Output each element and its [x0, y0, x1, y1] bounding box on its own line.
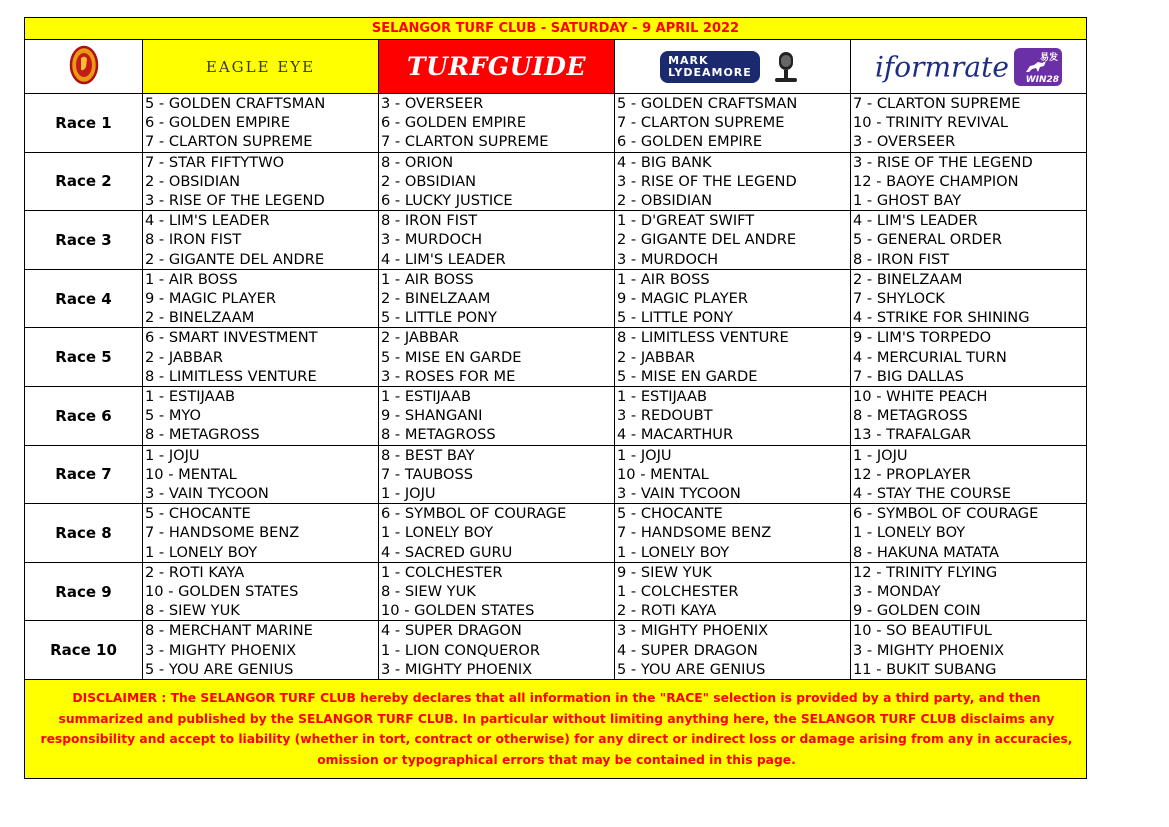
horse-pick: 4 - SACRED GURU: [381, 543, 513, 561]
horse-pick: 7 - STAR FIFTYTWO: [145, 153, 285, 171]
horse-pick: 12 - TRINITY FLYING: [853, 563, 998, 581]
horse-pick: 6 - SYMBOL OF COURAGE: [853, 505, 1039, 523]
tipster-picks-cell: [379, 562, 615, 621]
horse-pick: 10 - MENTAL: [145, 465, 237, 483]
horse-pick: 1 - ESTIJAAB: [145, 388, 235, 406]
horse-pick: 9 - MAGIC PLAYER: [617, 290, 748, 308]
horse-pick: 7 - CLARTON SUPREME: [145, 133, 313, 151]
horse-pick: 7 - HANDSOME BENZ: [145, 524, 300, 542]
tipster-picks-cell: [615, 445, 851, 504]
win28-badge-top: 易发: [1040, 52, 1059, 63]
horse-pick: 6 - SMART INVESTMENT: [145, 329, 318, 347]
tipster-picks-cell: [379, 269, 615, 328]
horse-pick: 3 - MIGHTY PHOENIX: [617, 622, 769, 640]
tipster-picks-cell: [615, 211, 851, 270]
horse-pick: 3 - RISE OF THE LEGEND: [617, 172, 797, 190]
horse-pick: 9 - GOLDEN COIN: [853, 602, 981, 620]
tipster-picks-cell: [851, 621, 1087, 680]
tipster-picks-cell: [615, 94, 851, 153]
tipster-picks-cell: [143, 562, 379, 621]
horse-pick: 1 - LONELY BOY: [381, 524, 494, 542]
tipster-picks-cell: [851, 445, 1087, 504]
horse-pick: 1 - LONELY BOY: [617, 543, 730, 561]
horse-pick: 5 - MISE EN GARDE: [381, 348, 522, 366]
horse-pick: 2 - JABBAR: [617, 348, 696, 366]
horse-pick: 4 - MERCURIAL TURN: [853, 348, 1007, 366]
horse-pick: 4 - SUPER DRAGON: [381, 622, 522, 640]
horse-pick: 7 - BIG DALLAS: [853, 367, 964, 385]
horse-pick: 13 - TRAFALGAR: [853, 426, 972, 444]
tipster-picks-cell: [851, 269, 1087, 328]
club-logo: [25, 40, 143, 94]
tipster-picks-cell: [615, 269, 851, 328]
horse-pick: 1 - LONELY BOY: [145, 543, 258, 561]
horse-pick: 4 - LIM'S LEADER: [853, 212, 978, 230]
horse-pick: 5 - MYO: [145, 407, 202, 425]
tipster-picks-cell: [379, 328, 615, 387]
horse-pick: 8 - ORION: [381, 153, 454, 171]
horse-pick: 5 - CHOCANTE: [145, 505, 251, 523]
tipster-picks-cell: [615, 504, 851, 563]
horse-pick: 7 - TAUBOSS: [381, 465, 474, 483]
tipster-picks-cell: [143, 328, 379, 387]
tipster-picks-cell: [143, 445, 379, 504]
disclaimer-text: DISCLAIMER : The SELANGOR TURF CLUB hereby declares that all information in the "RACE" selection is provided by a third party, and then summarized and published by the SELANGOR TURF CLUB. In particular without limiting anything here, the SELANGOR TURF CLUB disclaims any responsibility and accept to liability (whether in tort, contract or otherwise) for any direct or indirect loss or damage arising from any in accuracies, omission or typographical errors that may be contained in this page.: [25, 680, 1087, 779]
tips-table: [24, 17, 1087, 779]
horse-pick: 3 - MIGHTY PHOENIX: [145, 641, 297, 659]
horse-pick: 1 - JOJU: [145, 446, 200, 464]
horse-pick: 5 - CHOCANTE: [617, 505, 723, 523]
horse-pick: 7 - SHYLOCK: [853, 290, 945, 308]
tipster-picks-cell: [615, 621, 851, 680]
tipster-picks-cell: [143, 504, 379, 563]
race-label: Race 5: [25, 328, 143, 387]
horse-pick: 7 - CLARTON SUPREME: [853, 95, 1021, 112]
tipster-picks-cell: [851, 562, 1087, 621]
horse-pick: 4 - STAY THE COURSE: [853, 485, 1012, 503]
tipster-picks-cell: [851, 504, 1087, 563]
horse-icon: [1024, 60, 1048, 74]
horse-pick: 8 - METAGROSS: [853, 407, 968, 425]
horse-pick: 8 - IRON FIST: [145, 231, 242, 249]
horse-pick: 2 - GIGANTE DEL ANDRE: [145, 250, 325, 268]
horse-pick: 12 - BAOYE CHAMPION: [853, 172, 1019, 190]
horse-pick: 4 - SUPER DRAGON: [617, 641, 758, 659]
horse-pick: 10 - TRINITY REVIVAL: [853, 114, 1008, 132]
horse-pick: 1 - ESTIJAAB: [617, 388, 707, 406]
race-row: [25, 445, 1087, 504]
horse-pick: 12 - PROPLAYER: [853, 465, 971, 483]
horse-pick: 7 - CLARTON SUPREME: [617, 114, 785, 132]
tipster-picks-cell: [379, 211, 615, 270]
race-label: Race 3: [25, 211, 143, 270]
tipster-picks-cell: [851, 152, 1087, 211]
mark-lydeamore-logo: [615, 40, 851, 94]
horse-pick: 2 - ROTI KAYA: [617, 602, 717, 620]
iformrate-wordmark: iformrate: [874, 50, 1009, 83]
tipster-picks-cell: [143, 152, 379, 211]
horse-pick: 1 - ESTIJAAB: [381, 388, 471, 406]
race-label: Race 1: [25, 94, 143, 153]
horse-pick: 5 - YOU ARE GENIUS: [617, 660, 766, 678]
horse-pick: 1 - AIR BOSS: [145, 270, 238, 288]
mark-lydeamore-badge: [660, 51, 760, 83]
tipster-picks-cell: [851, 328, 1087, 387]
horse-pick: 3 - VAIN TYCOON: [145, 485, 269, 503]
horse-pick: 10 - SO BEAUTIFUL: [853, 622, 992, 640]
eagle-eye-wordmark: EAGLE EYE: [205, 58, 316, 76]
horse-pick: 3 - MURDOCH: [381, 231, 483, 249]
horse-pick: 5 - GENERAL ORDER: [853, 231, 1003, 249]
horse-pick: 6 - GOLDEN EMPIRE: [381, 114, 527, 132]
horse-pick: 3 - MIGHTY PHOENIX: [381, 660, 533, 678]
tipster-picks-cell: [851, 211, 1087, 270]
race-row: [25, 94, 1087, 153]
race-label: Race 6: [25, 387, 143, 446]
horse-pick: 9 - SHANGANI: [381, 407, 483, 425]
horse-pick: 7 - CLARTON SUPREME: [381, 133, 549, 151]
horse-pick: 7 - HANDSOME BENZ: [617, 524, 772, 542]
tipster-picks-cell: [143, 211, 379, 270]
race-label: Race 7: [25, 445, 143, 504]
horse-pick: 4 - LIM'S LEADER: [381, 250, 506, 268]
horse-pick: 5 - MISE EN GARDE: [617, 367, 758, 385]
race-row: [25, 269, 1087, 328]
race-label: Race 10: [25, 621, 143, 680]
horse-pick: 6 - GOLDEN EMPIRE: [145, 114, 291, 132]
race-row: [25, 562, 1087, 621]
horse-pick: 6 - GOLDEN EMPIRE: [617, 133, 763, 151]
horse-pick: 6 - SYMBOL OF COURAGE: [381, 505, 567, 523]
race-row: [25, 504, 1087, 563]
horse-pick: 3 - MURDOCH: [617, 250, 719, 268]
tipster-picks-cell: [379, 94, 615, 153]
microphone-icon: [765, 50, 805, 84]
horse-pick: 1 - LONELY BOY: [853, 524, 966, 542]
tipster-picks-cell: [615, 152, 851, 211]
horse-pick: 10 - GOLDEN STATES: [381, 602, 535, 620]
horse-pick: 10 - GOLDEN STATES: [145, 583, 299, 601]
race-row: [25, 328, 1087, 387]
race-row: [25, 621, 1087, 680]
tipster-picks-cell: [143, 94, 379, 153]
horse-pick: 2 - GIGANTE DEL ANDRE: [617, 231, 797, 249]
horse-pick: 4 - BIG BANK: [617, 153, 712, 171]
horse-pick: 5 - YOU ARE GENIUS: [145, 660, 294, 678]
horse-pick: 1 - LION CONQUEROR: [381, 641, 541, 659]
turfguide-wordmark: TURFGUIDE: [406, 52, 586, 81]
tipster-picks-cell: [379, 152, 615, 211]
horse-pick: 8 - SIEW YUK: [381, 583, 476, 601]
horse-pick: 2 - ROTI KAYA: [145, 563, 245, 581]
horse-pick: 3 - VAIN TYCOON: [617, 485, 741, 503]
horse-pick: 11 - BUKIT SUBANG: [853, 660, 997, 678]
tipster-picks-cell: [851, 387, 1087, 446]
horse-pick: 3 - MIGHTY PHOENIX: [853, 641, 1005, 659]
horse-pick: 1 - D'GREAT SWIFT: [617, 212, 755, 230]
horse-pick: 4 - MACARTHUR: [617, 426, 734, 444]
horse-pick: 9 - SIEW YUK: [617, 563, 712, 581]
horse-pick: 2 - BINELZAAM: [381, 290, 491, 308]
horse-pick: 2 - OBSIDIAN: [145, 172, 241, 190]
horse-pick: 4 - LIM'S LEADER: [145, 212, 270, 230]
horse-pick: 9 - LIM'S TORPEDO: [853, 329, 992, 347]
horse-pick: 8 - LIMITLESS VENTURE: [145, 367, 317, 385]
horse-pick: 8 - MERCHANT MARINE: [145, 622, 313, 640]
tipster-picks-cell: [143, 387, 379, 446]
horse-pick: 3 - ROSES FOR ME: [381, 367, 516, 385]
race-row: [25, 387, 1087, 446]
horse-pick: 3 - RISE OF THE LEGEND: [853, 153, 1033, 171]
tipster-picks-cell: [615, 562, 851, 621]
horse-pick: 5 - GOLDEN CRAFTSMAN: [145, 95, 326, 112]
tipster-picks-cell: [379, 387, 615, 446]
win28-badge: [1014, 48, 1062, 86]
horse-pick: 2 - OBSIDIAN: [617, 192, 713, 210]
horse-pick: 3 - RISE OF THE LEGEND: [145, 192, 325, 210]
club-crest-icon: [69, 45, 99, 85]
horse-pick: 1 - COLCHESTER: [381, 563, 503, 581]
disclaimer-row: [25, 680, 1087, 779]
turfguide-logo: [379, 40, 615, 94]
tipster-picks-cell: [379, 504, 615, 563]
horse-pick: 2 - BINELZAAM: [145, 309, 255, 327]
tipster-picks-cell: [615, 328, 851, 387]
horse-pick: 8 - IRON FIST: [853, 250, 950, 268]
horse-pick: 2 - JABBAR: [381, 329, 460, 347]
horse-pick: 5 - GOLDEN CRAFTSMAN: [617, 95, 798, 112]
horse-pick: 10 - WHITE PEACH: [853, 388, 988, 406]
race-row: [25, 152, 1087, 211]
eagle-eye-logo: [143, 40, 379, 94]
tipster-picks-cell: [615, 387, 851, 446]
tipster-logo-row: [25, 40, 1087, 94]
iformrate-logo: [851, 40, 1087, 94]
mark-line1: MARK: [668, 53, 709, 67]
horse-pick: 3 - OVERSEER: [853, 133, 956, 151]
horse-pick: 1 - JOJU: [617, 446, 672, 464]
horse-pick: 1 - COLCHESTER: [617, 583, 739, 601]
horse-pick: 9 - MAGIC PLAYER: [145, 290, 276, 308]
horse-pick: 3 - REDOUBT: [617, 407, 713, 425]
horse-pick: 10 - MENTAL: [617, 465, 709, 483]
horse-pick: 8 - IRON FIST: [381, 212, 478, 230]
horse-pick: 5 - LITTLE PONY: [381, 309, 497, 327]
win28-badge-bottom: WIN28: [1025, 74, 1060, 85]
horse-pick: 4 - STRIKE FOR SHINING: [853, 309, 1030, 327]
race-label: Race 8: [25, 504, 143, 563]
tipster-picks-cell: [851, 94, 1087, 153]
horse-pick: 3 - OVERSEER: [381, 95, 484, 112]
title-row: [25, 18, 1087, 40]
horse-pick: 2 - JABBAR: [145, 348, 224, 366]
horse-pick: 8 - LIMITLESS VENTURE: [617, 329, 789, 347]
horse-pick: 5 - LITTLE PONY: [617, 309, 733, 327]
race-row: [25, 211, 1087, 270]
horse-pick: 8 - METAGROSS: [381, 426, 496, 444]
tipster-picks-cell: [143, 269, 379, 328]
horse-pick: 8 - SIEW YUK: [145, 602, 240, 620]
horse-pick: 2 - BINELZAAM: [853, 270, 963, 288]
horse-pick: 2 - OBSIDIAN: [381, 172, 477, 190]
horse-pick: 8 - BEST BAY: [381, 446, 475, 464]
tipster-picks-cell: [379, 445, 615, 504]
horse-pick: 1 - GHOST BAY: [853, 192, 962, 210]
horse-pick: 1 - AIR BOSS: [617, 270, 710, 288]
race-label: Race 4: [25, 269, 143, 328]
horse-pick: 1 - JOJU: [381, 485, 436, 503]
horse-pick: 3 - MONDAY: [853, 583, 941, 601]
horse-pick: 8 - HAKUNA MATATA: [853, 543, 1000, 561]
horse-pick: 1 - JOJU: [853, 446, 908, 464]
race-label: Race 9: [25, 562, 143, 621]
horse-pick: 8 - METAGROSS: [145, 426, 260, 444]
horse-pick: 6 - LUCKY JUSTICE: [381, 192, 513, 210]
tipster-picks-cell: [379, 621, 615, 680]
tipster-picks-cell: [143, 621, 379, 680]
mark-line2: LYDEAMORE: [668, 65, 752, 79]
horse-pick: 1 - AIR BOSS: [381, 270, 474, 288]
page-title: SELANGOR TURF CLUB - SATURDAY - 9 APRIL 2022: [25, 18, 1087, 40]
race-label: Race 2: [25, 152, 143, 211]
